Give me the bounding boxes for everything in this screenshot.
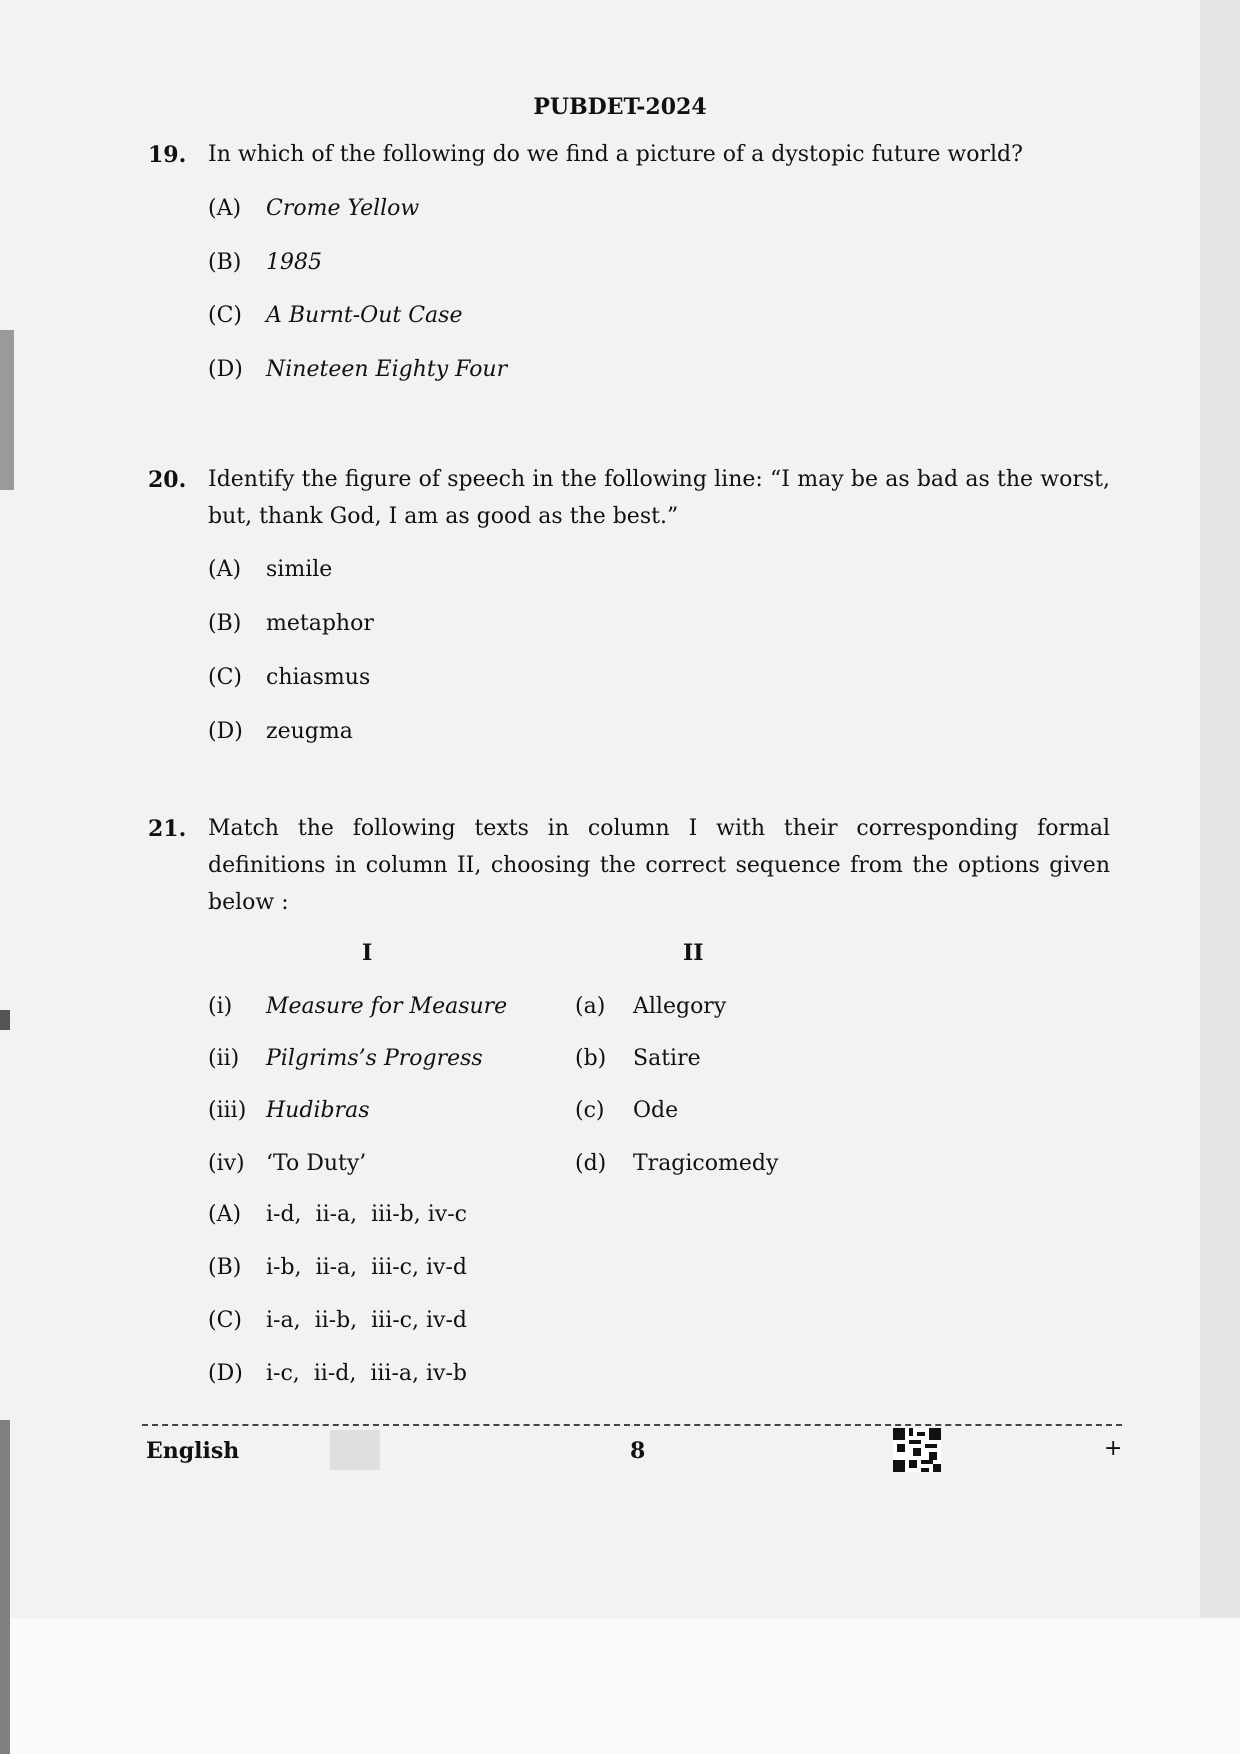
option-b: (B) metaphor — [208, 611, 374, 636]
option-b: (B) 1985 — [208, 250, 322, 275]
column-ii-item: (a) Allegory — [575, 994, 727, 1019]
column-ii-item: (b) Satire — [575, 1046, 701, 1071]
option-a: (A) Crome Yellow — [208, 196, 420, 221]
option-d: (D) Nineteen Eighty Four — [208, 357, 508, 382]
qr-code — [893, 1428, 941, 1472]
page-header: PUBDET-2024 — [533, 94, 707, 120]
footer-subject: English — [146, 1438, 240, 1464]
column-ii-header: II — [683, 940, 704, 966]
column-i-item: (i) Measure for Measure — [208, 994, 508, 1019]
column-i-item: (iii) Hudibras — [208, 1098, 370, 1123]
question-number: 20. — [148, 467, 187, 493]
option-c: (C) chiasmus — [208, 665, 371, 690]
question-text: Identify the figure of speech in the following line: “I may be as bad as the worst, but, thank God, I am as good as the best.” — [208, 467, 1110, 529]
column-ii-item: (d) Tragicomedy — [575, 1151, 779, 1176]
column-i-item: (ii) Pilgrims’s Progress — [208, 1046, 483, 1071]
option-c: (C) i-a, ii-b, iii-c, iv-d — [208, 1308, 467, 1333]
question-text: In which of the following do we find a picture of a dystopic future world? — [208, 142, 1023, 167]
option-c: (C) A Burnt-Out Case — [208, 303, 463, 328]
question-number: 21. — [148, 816, 187, 842]
footer-divider — [142, 1424, 1122, 1426]
option-d: (D) zeugma — [208, 719, 353, 744]
question-number: 19. — [148, 142, 187, 168]
registration-mark: + — [1104, 1436, 1123, 1461]
faint-qr-code — [330, 1430, 380, 1470]
option-d: (D) i-c, ii-d, iii-a, iv-b — [208, 1361, 467, 1386]
page-number: 8 — [630, 1438, 646, 1464]
column-i-header: I — [362, 940, 373, 966]
column-ii-item: (c) Ode — [575, 1098, 679, 1123]
question-text: Match the following texts in column I with their corresponding formal definitions in column II, choosing the correct sequence from the options given below : — [208, 816, 1110, 915]
option-b: (B) i-b, ii-a, iii-c, iv-d — [208, 1255, 467, 1280]
option-a: (A) i-d, ii-a, iii-b, iv-c — [208, 1202, 467, 1227]
column-i-item: (iv) ‘To Duty’ — [208, 1151, 367, 1176]
option-a: (A) simile — [208, 557, 333, 582]
